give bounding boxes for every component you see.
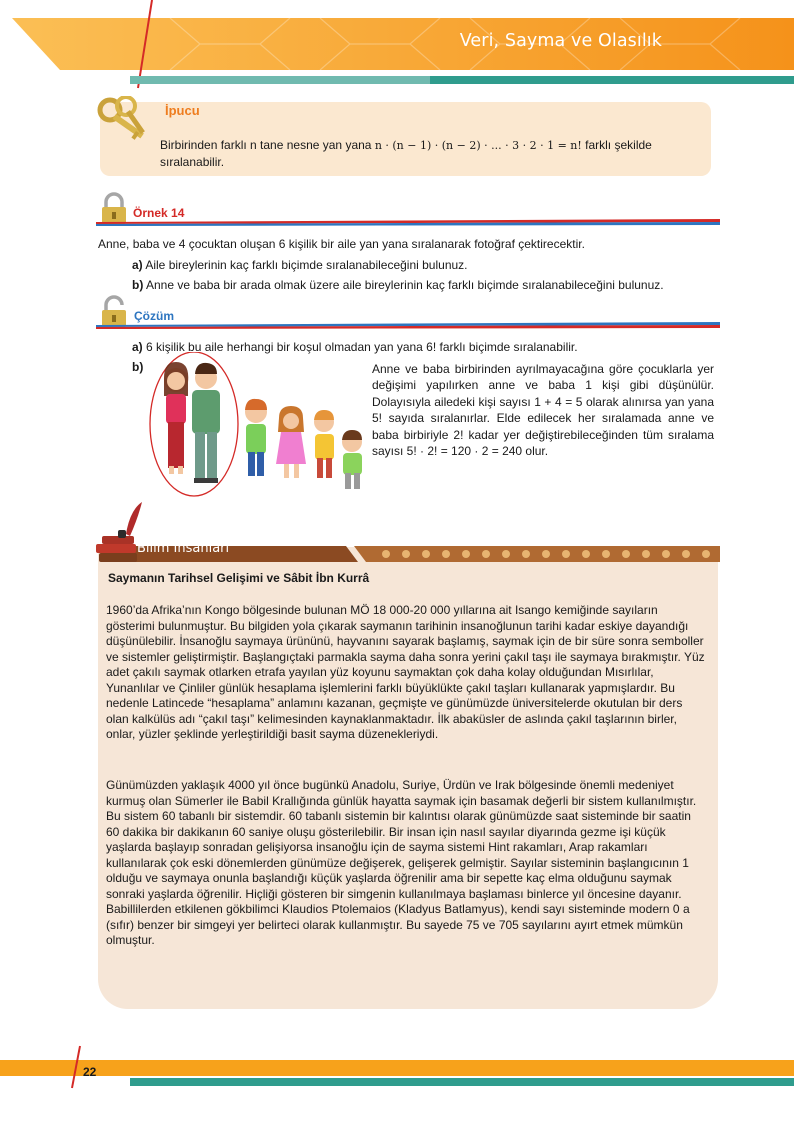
tip-text-before: Birbirinden farklı n tane nesne yan yana	[160, 138, 372, 152]
header-band	[0, 0, 794, 92]
tip-text-after: farklı şekilde sıralanabilir.	[160, 138, 652, 169]
page-number: 22	[83, 1065, 97, 1079]
tip-title: İpucu	[165, 103, 200, 118]
footer-band	[0, 1044, 794, 1090]
item-text: Aile bireylerinin kaç farklı biçimde sıralanabileceğini bulunuz.	[145, 258, 468, 272]
tip-formula: n · (n − 1) · (n − 2) · ... · 3 · 2 · 1 = n!	[374, 139, 582, 152]
item-text: 6 kişilik bu aile herhangi bir koşul olmadan yan yana 6! farklı biçimde sıralanabilir.	[146, 340, 578, 354]
item-label: a)	[132, 258, 143, 272]
scientist-paragraph-2: Günümüzden yaklaşık 4000 yıl önce bugünkü Anadolu, Suriye, Ürdün ve Irak bölgesinde önemli medeniyet kurmuş olan Sümerler ile Babil Krallığında günlük hayatta saymak için basamak değerli bir sistem kullanılmıştır. Bu sistem 60 tabanlı bir sistemdir. 60 tabanlı sistemin bir kalıntısı olarak günümüzde saat sisteminde bir saatin 60 dakika bir dakikanın 60 saniye oluşu gösterilebilir. Bir insan için nasıl sayılar diyarında gezme işi küçük yaşlarda başlayıp sonradan gelişiyorsa insanoğlu için de sayma sistemi Hint rakamları, Arap rakamları kullanılarak çok eski dönemlerden günümüze değişerek, gelişerek gelmiştir. Sayılar sisteminin başlangıcının 1 olduğu ve saymaya onunla başlandığı küçük yaşlarda öğrenilir ama bir sepette kaç elma olduğunu saymak sonraki yaşlarda öğrenilir. Hiçliği gösteren bir simgenin kullanılmaya başlaması binlerce yıl öncesine dayanır. Babillilerden etkilenen gökbilimci Klaudios Ptolemaios (Kladyus Batlamyus), kendi sayı sisteminde modern 0 a (sıfır) benzer bir simgeyi yer belirteci olarak kullanmıştır. Bu sayede 75 ve 705 sayılarını ayırt etmek mümkün olmuştur.	[106, 778, 697, 947]
scientist-label: Bilim İnsanları	[137, 541, 230, 556]
example-item-a	[132, 258, 468, 272]
solution-divider	[96, 322, 720, 330]
scientist-heading: Saymanın Tarihsel Gelişimi ve Sâbit İbn Kurrâ	[108, 571, 370, 585]
example-divider	[96, 219, 720, 227]
scientist-paragraph-1: 1960’da Afrika’nın Kongo bölgesinde bulunan MÖ 18 000-20 000 yıllarına ait Isango kemiğinde sayıların gösterimi bulunmuştur. Bu bilgiden yola çıkarak saymanın tarihinin insanoğlunun tarihi kadar eskiye dayandığı düşünülebilir. İnsanoğlu saymaya ürününü, hayvanını sayarak başlamış, saymak için de bir süre sonra semboller ve sistemler geliştirmiştir. Başlangıçtaki parmakla sayma daha sonra yerini çakıl taşı ile saymaya bırakmıştır. Yüz adet çakılı saymak otlarken etrafa yayılan yüz koyunu saymaktan çok daha kolay olduğundan Mısırlılar, Yunanlılar ve Çinliler günlük hesaplama işlemlerini farklı büyüklükte çakıl taşları kullanarak yapmışlardır. Bu nedenle Latincede “hesaplama” anlamını kazanan, geçmişte ve günümüzde üniversitelerde okutulan bir ders olan kalkülüs adı “çakıl taşı” kelimesinden kaynaklanmaktadır. İlk abaküsler de aslında çakıl taşlarının birler, onlar, yüzler şeklinde yerleştirildiği basit sayma düzenekleriydi.	[106, 603, 705, 741]
item-label: a)	[132, 340, 143, 354]
solution-b-text: Anne ve baba birbirinden ayrılmayacağına göre çocuklarla yer değişimi yapılırken anne ve baba 1 kişi gibi düşünülür. Dolayısıyla ailedeki kişi sayısı 1 + 4 = 5 olarak alınırsa yan yana 5! sayıda sıralanırlar. Elde edilecek her sıralamada anne ve baba birbiriyle 2! kadar yer değiştirebileceğinden tüm sıralama sayısı 5! · 2! = 120 · 2 = 240 olur.	[372, 362, 714, 459]
solution-title: Çözüm	[134, 309, 174, 323]
tip-text	[160, 137, 705, 171]
keys-icon	[96, 96, 158, 154]
family-illustration	[144, 352, 370, 500]
item-text: Anne ve baba bir arada olmak üzere aile bireylerinin kaç farklı biçimde sıralanabileceğini bulunuz.	[146, 278, 664, 292]
scientist-banner	[96, 500, 720, 566]
item-label: b)	[132, 278, 144, 292]
chapter-title: Veri, Sayma ve Olasılık	[459, 31, 662, 51]
example-item-b	[132, 278, 664, 292]
example-question: Anne, baba ve 4 çocuktan oluşan 6 kişilik bir aile yan yana sıralanarak fotoğraf çektirecektir.	[98, 237, 585, 251]
solution-item-b-label: b)	[132, 360, 144, 374]
example-title: Örnek 14	[133, 206, 185, 220]
